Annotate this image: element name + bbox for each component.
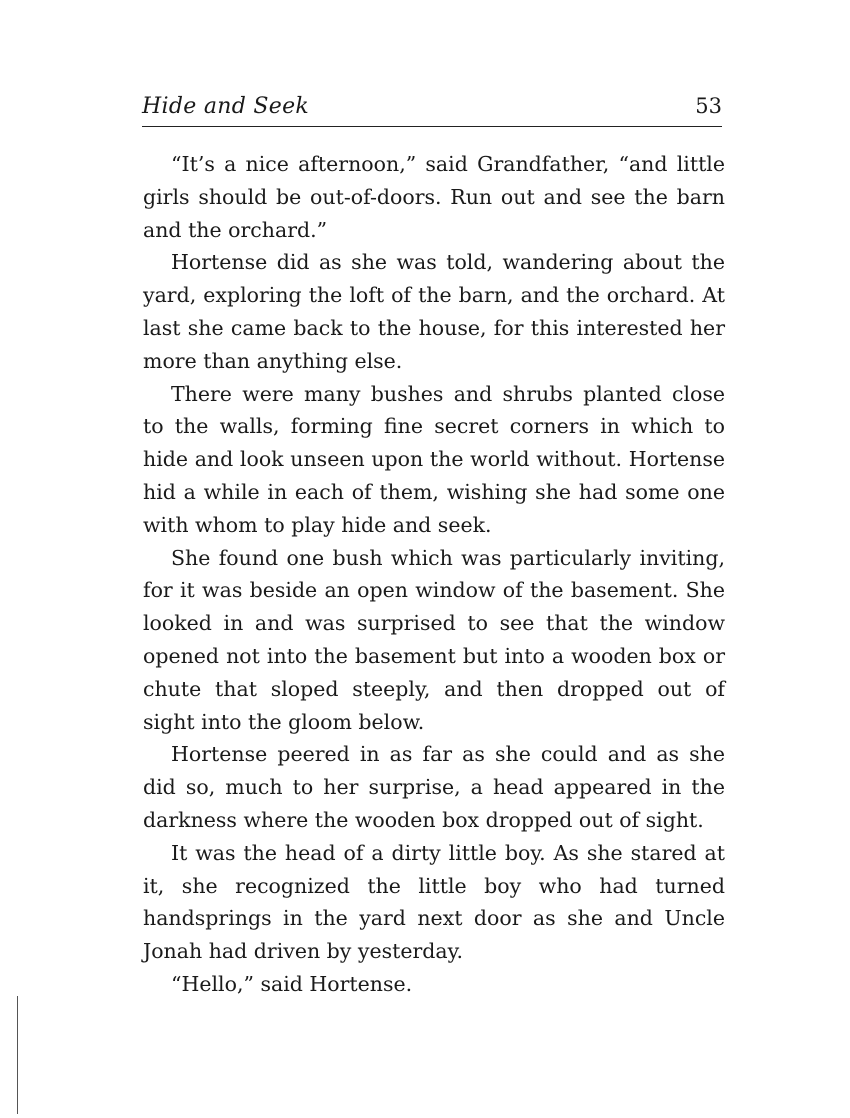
running-title: Hide and Seek: [142, 94, 310, 119]
running-head: [142, 92, 722, 127]
paragraph: Hortense peered in as far as she could and as she did so, much to her surprise, a head appeared in the darkness where the wooden box dropped out of sight.: [143, 742, 725, 832]
paragraph: Hortense did as she was told, wandering about the yard, exploring the loft of the barn, and the orchard. At last she came back to the house, for this interested her more than anything else.: [143, 250, 725, 373]
paragraph: There were many bushes and shrubs planted close to the walls, forming fine secret corners in which to hide and look unseen upon the world without. Hortense hid a while in each of them, wishing she had some one with whom to play hide and seek.: [143, 381, 725, 537]
paragraph: “Hello,” said Hortense.: [171, 971, 413, 996]
body-text: [143, 148, 725, 1001]
paragraph: “It’s a nice afternoon,” said Grandfather, “and little girls should be out-of-doors. Run out and see the barn and the orchard.”: [143, 152, 725, 242]
scan-margin-line: [17, 996, 18, 1114]
page-number: 53: [695, 94, 722, 118]
paragraph: It was the head of a dirty little boy. As she stared at it, she recognized the little boy who had turned handsprings in the yard next door as she and Uncle Jonah had driven by yesterday.: [143, 840, 725, 964]
paragraph: She found one bush which was particularly inviting, for it was beside an open window of the basement. She looked in and was surprised to see that the window opened not into the basement but into a wooden box or chute that sloped steeply, and then dropped out of sight into the gloom below.: [143, 545, 725, 734]
